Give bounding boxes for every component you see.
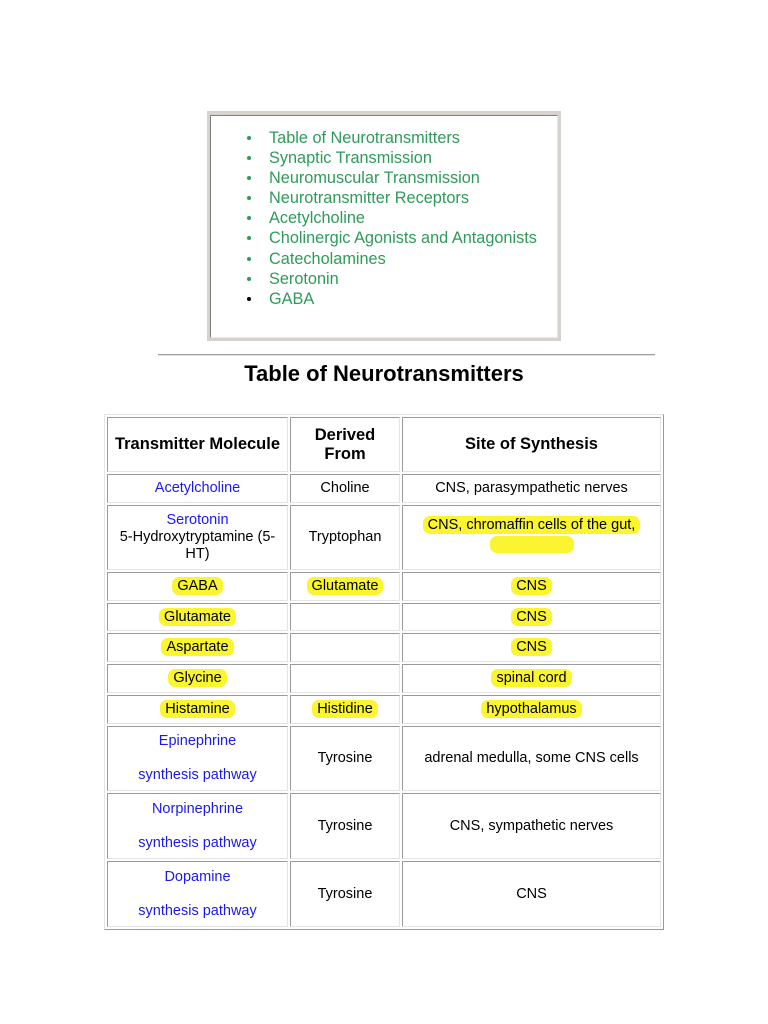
toc-box xyxy=(207,111,561,341)
table-row xyxy=(107,695,661,724)
molecule-link[interactable]: Norpinephrine xyxy=(151,800,244,817)
toc-item xyxy=(247,269,557,289)
cell-molecule xyxy=(107,505,288,570)
highlighted-text: Glutamate xyxy=(159,608,236,626)
toc-link-cholinergic-agonists[interactable]: Cholinergic Agonists and Antagonists xyxy=(269,229,537,248)
cell-derived xyxy=(290,695,400,724)
toc-inner xyxy=(210,115,558,338)
bullet-icon xyxy=(247,156,251,160)
highlighted-text: CNS xyxy=(511,608,552,626)
header-site-of-synthesis: Site of Synthesis xyxy=(402,417,661,472)
toc-link-acetylcholine[interactable]: Acetylcholine xyxy=(269,209,365,228)
highlight-mark xyxy=(490,536,574,553)
cell-derived: Tyrosine xyxy=(290,861,400,927)
table xyxy=(105,415,663,929)
cell-molecule xyxy=(107,861,288,927)
highlighted-text: spinal cord xyxy=(491,669,571,687)
table-row xyxy=(107,505,661,570)
bullet-icon xyxy=(247,257,251,261)
highlighted-text: Glutamate xyxy=(307,577,384,595)
cell-molecule xyxy=(107,474,288,503)
cell-site xyxy=(402,695,661,724)
molecule-link[interactable]: Dopamine xyxy=(164,868,231,885)
table-row xyxy=(107,726,661,792)
cell-derived: Tyrosine xyxy=(290,726,400,792)
highlighted-text: CNS, chromaffin cells of the gut, xyxy=(423,516,641,534)
cell-molecule xyxy=(107,793,288,859)
toc-link-neurotransmitter-receptors[interactable]: Neurotransmitter Receptors xyxy=(269,189,469,208)
toc-link-catecholamines[interactable]: Catecholamines xyxy=(269,249,386,268)
cell-derived: Tyrosine xyxy=(290,793,400,859)
cell-molecule xyxy=(107,664,288,693)
table-row xyxy=(107,633,661,662)
cell-molecule xyxy=(107,572,288,601)
molecule-link[interactable]: Epinephrine xyxy=(158,733,237,750)
cell-derived xyxy=(290,664,400,693)
horizontal-rule xyxy=(158,354,655,356)
cell-molecule xyxy=(107,695,288,724)
toc-item xyxy=(247,148,557,168)
cell-derived: Tryptophan xyxy=(290,505,400,570)
header-transmitter-molecule: Transmitter Molecule xyxy=(107,417,288,472)
toc-item xyxy=(247,168,557,188)
toc-list xyxy=(211,128,557,309)
highlighted-text: Glycine xyxy=(168,669,226,687)
bullet-icon xyxy=(247,216,251,220)
toc-item xyxy=(247,128,557,148)
table-row xyxy=(107,572,661,601)
table-row xyxy=(107,861,661,927)
cell-molecule xyxy=(107,726,288,792)
highlighted-text: hypothalamus xyxy=(481,700,581,718)
bullet-icon xyxy=(247,176,251,180)
toc-link-gaba[interactable]: GABA xyxy=(269,289,315,308)
highlighted-text: CNS xyxy=(511,638,552,656)
cell-molecule xyxy=(107,633,288,662)
cell-derived xyxy=(290,633,400,662)
cell-site: adrenal medulla, some CNS cells xyxy=(402,726,661,792)
synthesis-pathway-link[interactable]: synthesis pathway xyxy=(138,767,257,784)
cell-site xyxy=(402,633,661,662)
header-derived-from: Derived From xyxy=(290,417,400,472)
highlighted-text: CNS xyxy=(511,577,552,595)
toc-item xyxy=(247,208,557,228)
toc-link-table-of-neurotransmitters[interactable]: Table of Neurotransmitters xyxy=(269,129,460,147)
bullet-icon xyxy=(247,277,251,281)
toc-link-serotonin[interactable]: Serotonin xyxy=(269,269,339,288)
cell-derived xyxy=(290,572,400,601)
molecule-link[interactable]: Acetylcholine xyxy=(154,480,241,497)
toc-item xyxy=(247,228,557,248)
cell-site xyxy=(402,603,661,632)
toc-item xyxy=(247,249,557,269)
cell-site xyxy=(402,505,661,570)
bullet-icon xyxy=(247,136,251,140)
bullet-icon xyxy=(247,236,251,240)
table-row xyxy=(107,474,661,503)
cell-site xyxy=(402,572,661,601)
neurotransmitter-table xyxy=(104,414,664,930)
molecule-link[interactable]: Serotonin xyxy=(166,512,229,529)
cell-molecule xyxy=(107,603,288,632)
synthesis-pathway-link[interactable]: synthesis pathway xyxy=(138,834,257,851)
cell-site: CNS, sympathetic nerves xyxy=(402,793,661,859)
table-row xyxy=(107,664,661,693)
cell-site: CNS, parasympathetic nerves xyxy=(402,474,661,503)
highlighted-text: Histamine xyxy=(160,700,234,718)
toc-link-synaptic-transmission[interactable]: Synaptic Transmission xyxy=(269,149,432,168)
cell-derived xyxy=(290,603,400,632)
table-header-row xyxy=(107,417,661,472)
table-row xyxy=(107,793,661,859)
table-row xyxy=(107,603,661,632)
bullet-icon xyxy=(247,196,251,200)
toc-item xyxy=(247,289,557,309)
molecule-subtitle: 5-Hydroxytryptamine (5-HT) xyxy=(119,529,276,563)
toc-link-neuromuscular-transmission[interactable]: Neuromuscular Transmission xyxy=(269,169,480,188)
cell-derived: Choline xyxy=(290,474,400,503)
toc-item xyxy=(247,188,557,208)
highlighted-text: Aspartate xyxy=(161,638,233,656)
bullet-icon xyxy=(247,297,251,301)
cell-site: CNS xyxy=(402,861,661,927)
highlighted-text: Histidine xyxy=(312,700,378,718)
page-title: Table of Neurotransmitters xyxy=(244,361,524,386)
synthesis-pathway-link[interactable]: synthesis pathway xyxy=(138,902,257,919)
highlighted-text: GABA xyxy=(172,577,222,595)
cell-site xyxy=(402,664,661,693)
